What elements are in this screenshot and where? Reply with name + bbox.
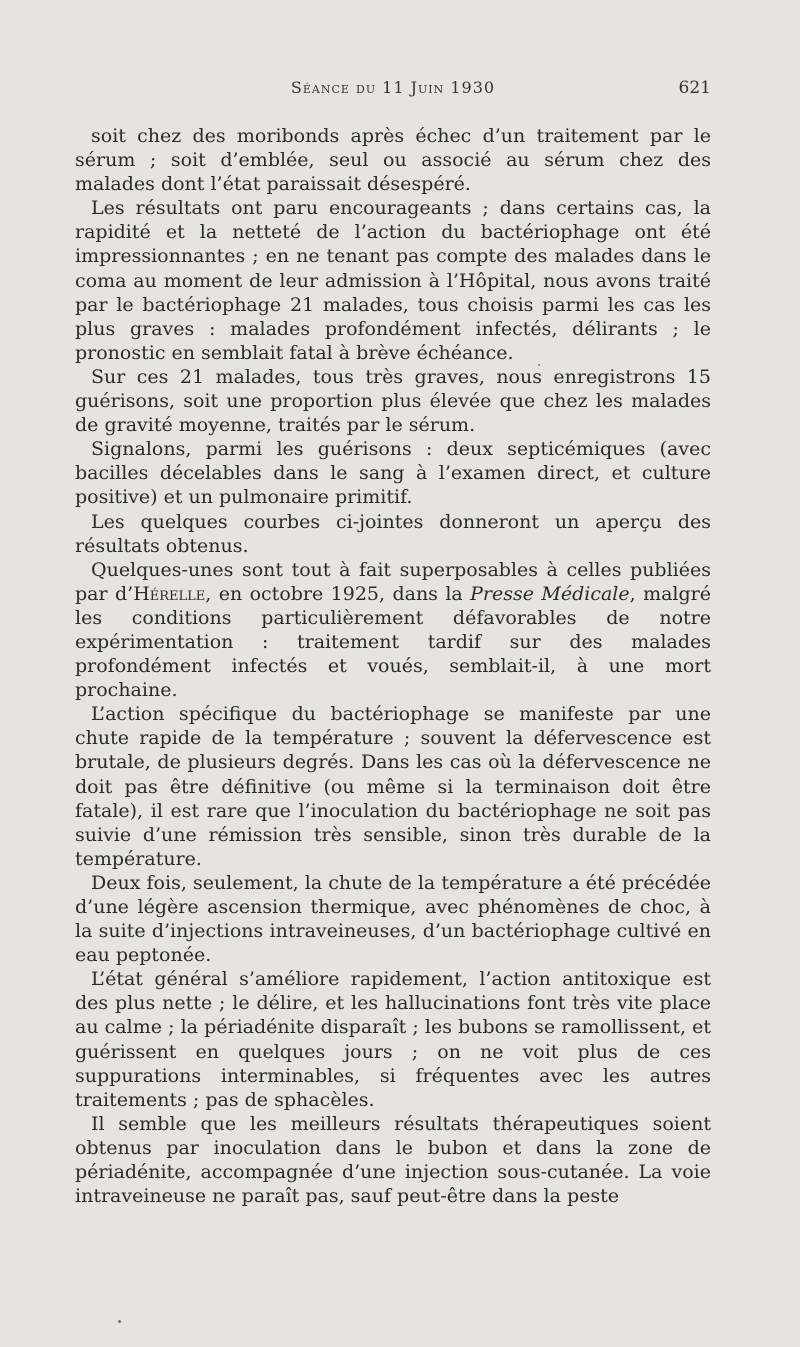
paragraph-best-results: Il semble que les meilleurs résultats thérapeutiques soient obtenus par inoculation dans le bubon et dans la zone de périadénite, accompagnée d’une injection sous-cutanée. La voie intraveineuse ne paraît pas, sauf peut-être dans la peste [75, 1112, 711, 1208]
paper-speck [118, 1320, 121, 1323]
running-head: Séance du 11 Juin 1930 [290, 78, 496, 97]
herelle-text-after: , malgré les conditions particulièrement défavorables de notre expérimentation : traitement tardif sur des malades profondément infectés et voués, semblait-il, à une mort prochaine. [75, 582, 711, 702]
paragraph-septicemic-cases: Signalons, parmi les guérisons : deux septicémiques (avec bacilles décelables dans le sang à l’examen direct, et culture positive) et un pulmonaire primitif. [75, 438, 711, 509]
paper-speck [538, 364, 540, 366]
author-name: Hérelle [133, 582, 206, 605]
paragraph-general-state: L’état général s’améliore rapidement, l’action antitoxique est des plus nette ; le délire, et les hallucinations font très vite place au calme ; la périadénite disparaît ; les bubons se ramollissent, et guérissent en quelques jours ; on ne voit plus de ces suppurations interminables, si fréquentes avec les autres traitements ; pas de sphacèles. [75, 968, 711, 1111]
paragraph-results: Les résultats ont paru encourageants ; dans certains cas, la rapidité et la netteté de l’action du bactériophage ont été impressionnantes ; en ne tenant pas compte des malades dans le coma au moment de leur admission à l’Hôpital, nous avons traité par le bactériophage 21 malades, tous choisis parmi les cas les plus graves : malades profondément infectés, délirants ; le pronostic en semblait fatal à brève échéance. [75, 197, 711, 364]
paragraph-temperature-curves: Les quelques courbes ci-jointes donneront un aperçu des résultats obtenus. [75, 510, 711, 557]
body-text [75, 124, 711, 1208]
page-number: 621 [678, 78, 711, 98]
herelle-text-before: Quelques-unes sont tout à fait superposables à celles publiées par d’ [75, 558, 711, 605]
paragraph-recoveries: Sur ces 21 malades, tous très graves, nous enregistrons 15 guérisons, soit une proportion plus élevée que chez les malades de gravité moyenne, traités par le sérum. [75, 365, 711, 437]
page-header [75, 78, 711, 104]
herelle-text-middle: , en octobre 1925, dans la [205, 582, 471, 605]
paragraph-continuation: soit chez des moribonds après échec d’un traitement par le sérum ; soit d’emblée, seul ou associé au sérum chez des malades dont l’état paraissait désespéré. [75, 125, 711, 196]
paragraph-specific-action: L’action spécifique du bactériophage se manifeste par une chute rapide de la température ; souvent la défervescence est brutale, de plusieurs degrés. Dans les cas où la défervescence ne doit pas être définitive (ou même si la terminaison doit être fatale), il est rare que l’inoculation du bactériophage ne soit pas suivie d’une rémission très sensible, sinon très durable de la température. [75, 703, 711, 870]
paragraph-herelle-reference [75, 558, 711, 703]
paragraph-thermal-ascension: Deux fois, seulement, la chute de la température a été précédée d’une légère ascension thermique, avec phénomènes de choc, à la suite d’injections intraveineuses, d’un bactériophage cultivé en eau peptonée. [75, 871, 711, 967]
journal-title: Presse Médicale [470, 582, 630, 605]
